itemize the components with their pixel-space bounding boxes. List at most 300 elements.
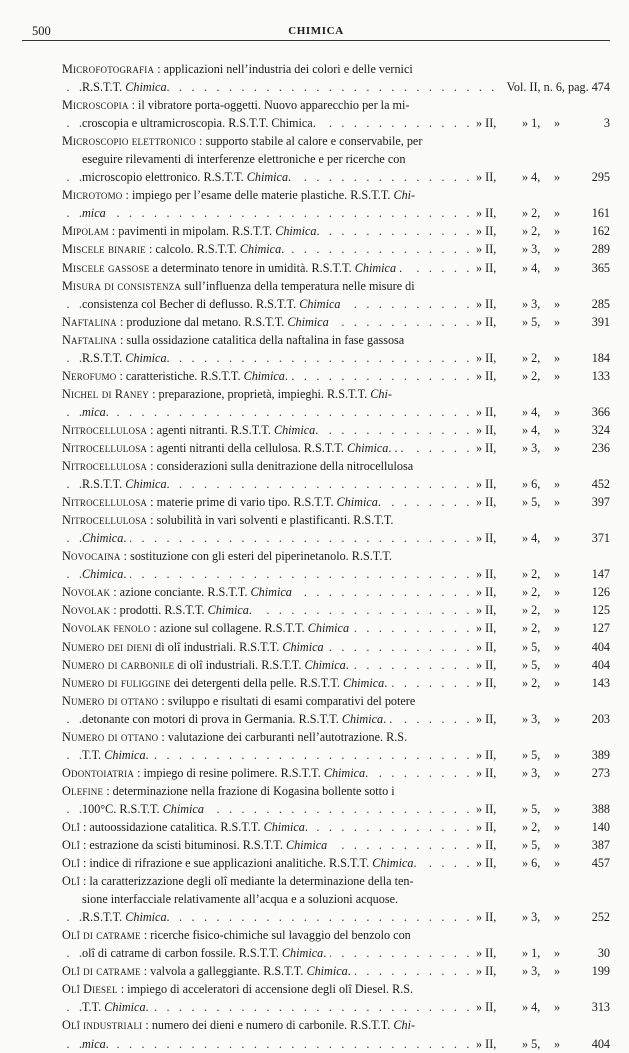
reference-part: 133 — [591, 368, 610, 383]
entry-term: Miscele gassose — [62, 260, 150, 275]
index-entry — [62, 619, 610, 637]
reference-part: 236 — [591, 440, 610, 455]
reference-part: » II, — [476, 350, 497, 365]
entry-line — [62, 998, 610, 1016]
entry-text: Miscele binarie : calcolo. R.S.T.T. Chimica. — [62, 242, 288, 256]
entry-line — [62, 277, 610, 295]
reference-part: » II, — [476, 946, 497, 961]
reference-part: » — [554, 350, 561, 365]
reference-part: » 3, — [522, 910, 541, 925]
entry-reference: Vol. II, n. 6, pag. 474 — [503, 78, 610, 96]
page-title: CHIMICA — [288, 25, 344, 37]
entry-line — [62, 908, 610, 926]
index-entry — [62, 872, 610, 926]
reference-part: » 2, — [522, 368, 541, 383]
entry-reference — [472, 259, 610, 277]
entry-text: Mipolam : pavimenti in mipolam. R.S.T.T. Chimica. — [62, 224, 324, 238]
entry-line — [62, 1035, 610, 1053]
entry-line — [62, 349, 610, 367]
entry-text: Olî di catrame : ricerche fisico-chimiche sul lavaggio del benzolo con — [62, 928, 415, 942]
reference-part: » II, — [476, 639, 497, 654]
entry-line — [62, 132, 610, 150]
entry-term: Novolak — [62, 603, 111, 618]
reference-part: » II, — [476, 819, 497, 834]
entry-text: T.T. Chimica. — [82, 1000, 153, 1014]
entry-line — [62, 674, 610, 692]
index-entry — [62, 132, 610, 186]
reference-part: » II, — [476, 747, 497, 762]
entry-line — [62, 601, 610, 619]
reference-part: » 5, — [522, 838, 541, 853]
entry-reference — [472, 836, 610, 854]
reference-part: » — [554, 477, 561, 492]
reference-part: 387 — [591, 838, 610, 853]
reference-part: » II, — [476, 1000, 497, 1015]
reference-part: » — [554, 296, 561, 311]
reference-part: » — [554, 675, 561, 690]
entry-text: Nitrocellulosa : solubilità in vari solventi e plastificanti. R.S.T.T. — [62, 513, 397, 527]
reference-part: » II, — [476, 1036, 497, 1051]
entry-text: sione interfacciale relativamente all’acqua e a soluzioni acquose. — [82, 892, 402, 906]
entry-term: Olî di catrame — [62, 964, 141, 979]
index-entry — [62, 656, 610, 674]
reference-part: » — [554, 765, 561, 780]
reference-part: » 5, — [522, 314, 541, 329]
reference-part: » 2, — [522, 567, 541, 582]
reference-part: » 2, — [522, 585, 541, 600]
entry-reference — [472, 998, 610, 1016]
reference-part: » — [554, 531, 561, 546]
reference-part: 125 — [591, 603, 610, 618]
entry-term: Numero dei dieni — [62, 639, 153, 654]
entry-reference — [472, 439, 610, 457]
entry-text: R.S.T.T. Chimica. — [82, 477, 174, 491]
index-entry — [62, 439, 610, 457]
reference-part: » — [554, 170, 561, 185]
entry-line — [62, 710, 610, 728]
entry-line — [62, 168, 610, 186]
entry-text: T.T. Chimica. — [82, 748, 153, 762]
entry-line — [62, 186, 610, 204]
entry-text: croscopia e ultramicroscopia. R.S.T.T. Chimica. — [82, 116, 320, 130]
index-entry — [62, 493, 610, 511]
entry-reference — [472, 222, 610, 240]
entry-term: Numero di ottano — [62, 693, 159, 708]
reference-part: 199 — [591, 964, 610, 979]
entry-line — [62, 457, 610, 475]
entry-text: detonante con motori di prova in Germania. R.S.T.T. Chimica. . — [82, 712, 396, 726]
entry-line — [62, 800, 610, 818]
entry-term: Olî — [62, 874, 80, 889]
entry-reference — [472, 565, 610, 583]
entry-line — [62, 529, 610, 547]
reference-part: » — [554, 657, 561, 672]
entry-term: Mipolam — [62, 224, 109, 239]
reference-part: » II, — [476, 170, 497, 185]
reference-part: » 3, — [522, 711, 541, 726]
reference-part: » — [554, 621, 561, 636]
reference-part: » — [554, 368, 561, 383]
entry-text: Nitrocellulosa : considerazioni sulla denitrazione della nitrocellulosa — [62, 459, 417, 473]
reference-part: » II, — [476, 477, 497, 492]
entry-term: Olî — [62, 856, 80, 871]
reference-part: » — [554, 206, 561, 221]
reference-part: » 4, — [522, 404, 541, 419]
index-entry — [62, 583, 610, 601]
entry-term: Novolak — [62, 585, 111, 600]
reference-part: 404 — [591, 657, 610, 672]
reference-part: » 5, — [522, 801, 541, 816]
index-entry — [62, 782, 610, 818]
reference-part: » 4, — [522, 422, 541, 437]
reference-part: » — [554, 964, 561, 979]
reference-part: » II, — [476, 404, 497, 419]
entry-line — [62, 836, 610, 854]
reference-part: » II, — [476, 296, 497, 311]
index-entry — [62, 926, 610, 962]
entry-text: Numero di fuliggine dei detergenti della pelle. R.S.T.T. Chimica. — [62, 676, 391, 690]
reference-part: 252 — [591, 910, 610, 925]
entry-text: Naftalina : produzione dal metano. R.S.T.T. Chimica — [62, 315, 333, 329]
entry-reference — [472, 313, 610, 331]
entry-text: Olî : indice di rifrazione e sue applicazioni analitiche. R.S.T.T. Chimica. — [62, 856, 421, 870]
entry-text: Nitrocellulosa : agenti nitranti. R.S.T.T. Chimica. — [62, 423, 322, 437]
reference-part: 397 — [591, 495, 610, 510]
entry-line — [62, 511, 610, 529]
entry-line — [62, 890, 610, 908]
index-entry — [62, 854, 610, 872]
reference-part: 127 — [591, 621, 610, 636]
entry-reference — [472, 349, 610, 367]
reference-part: » 4, — [522, 170, 541, 185]
reference-part: 285 — [591, 296, 610, 311]
reference-part: » 4, — [522, 260, 541, 275]
reference-part: » 2, — [522, 350, 541, 365]
entry-reference — [472, 746, 610, 764]
entry-line — [62, 656, 610, 674]
entry-reference — [472, 583, 610, 601]
index-entry — [62, 60, 610, 96]
entry-term: Nitrocellulosa — [62, 495, 148, 510]
entry-term: Naftalina — [62, 332, 117, 347]
entry-reference — [472, 710, 610, 728]
reference-part: » 6, — [522, 856, 541, 871]
reference-part: » II, — [476, 531, 497, 546]
entry-reference — [472, 204, 610, 222]
entry-text: R.S.T.T. Chimica. — [82, 910, 174, 924]
entry-reference — [472, 240, 610, 258]
reference-part: » — [554, 567, 561, 582]
entry-reference — [472, 656, 610, 674]
entry-line — [62, 926, 610, 944]
entry-line — [62, 240, 610, 258]
entry-reference — [472, 1035, 610, 1053]
reference-part: » II, — [476, 856, 497, 871]
index-entry — [62, 547, 610, 583]
entry-term: Nichel di Raney — [62, 386, 150, 401]
reference-part: » 5, — [522, 747, 541, 762]
reference-part: » — [554, 422, 561, 437]
entry-reference — [472, 818, 610, 836]
entry-reference — [472, 854, 610, 872]
reference-part: » II, — [476, 495, 497, 510]
entry-line — [62, 60, 610, 78]
entry-text: Numero di ottano : sviluppo e risultati di esami comparativi del potere — [62, 694, 419, 708]
entry-text: Chimica. — [82, 567, 130, 581]
reference-part: 143 — [591, 675, 610, 690]
reference-part: » II, — [476, 964, 497, 979]
reference-part: 388 — [591, 801, 610, 816]
index-entry — [62, 385, 610, 421]
reference-part: » 1, — [522, 946, 541, 961]
entry-reference — [472, 421, 610, 439]
entry-term: Microscopio elettronico — [62, 134, 196, 149]
entry-text: Microscopia : il vibratore porta-oggetti. Nuovo apparecchio per la mi- — [62, 98, 413, 112]
entry-line — [62, 583, 610, 601]
reference-part: 366 — [591, 404, 610, 419]
entry-line — [62, 962, 610, 980]
entry-text: mica. — [82, 1037, 113, 1051]
reference-part: » 3, — [522, 440, 541, 455]
reference-part: » II, — [476, 765, 497, 780]
reference-part: » — [554, 603, 561, 618]
index-entry — [62, 421, 610, 439]
entry-line — [62, 403, 610, 421]
entry-line — [62, 980, 610, 998]
entry-reference — [472, 475, 610, 493]
reference-part: » 3, — [522, 964, 541, 979]
reference-part: » II, — [476, 206, 497, 221]
entry-line — [62, 331, 610, 349]
entry-line — [62, 150, 610, 168]
index-entry — [62, 186, 610, 222]
entry-term: Olefine — [62, 783, 104, 798]
reference-part: 313 — [591, 1000, 610, 1015]
entry-term: Numero di ottano — [62, 729, 159, 744]
reference-part: » 3, — [522, 242, 541, 257]
entry-reference — [472, 493, 610, 511]
reference-part: » II, — [476, 260, 497, 275]
entry-term: Microtomo — [62, 188, 123, 203]
index-entry — [62, 962, 610, 980]
reference-part: 295 — [591, 170, 610, 185]
reference-part: 126 — [591, 585, 610, 600]
entry-text: Olî : autoossidazione catalitica. R.S.T.T. Chimica. — [62, 820, 312, 834]
entry-line — [62, 728, 610, 746]
reference-part: » 2, — [522, 603, 541, 618]
index-entries — [62, 60, 610, 1053]
reference-part: » II, — [476, 801, 497, 816]
entry-text: olî di catrame di carbon fossile. R.S.T.T. Chimica. — [82, 946, 330, 960]
entry-term: Olî industriali — [62, 1018, 143, 1033]
entry-text: R.S.T.T. Chimica. — [82, 80, 174, 94]
entry-line — [62, 547, 610, 565]
entry-text: Novocaina : sostituzione con gli esteri del piperinetanolo. R.S.T.T. — [62, 549, 396, 563]
entry-text: eseguire rilevamenti di interferenze elettroniche e per ricerche con — [82, 152, 409, 166]
reference-part: » II, — [476, 567, 497, 582]
entry-text: 100°C. R.S.T.T. Chimica — [82, 802, 208, 816]
reference-part: » 5, — [522, 657, 541, 672]
index-entry — [62, 457, 610, 493]
index-entry — [62, 638, 610, 656]
entry-line — [62, 259, 610, 277]
reference-part: » — [554, 946, 561, 961]
entry-text: Naftalina : sulla ossidazione catalitica della naftalina in fase gassosa — [62, 333, 408, 347]
entry-term: Nitrocellulosa — [62, 440, 148, 455]
entry-reference — [472, 638, 610, 656]
reference-part: » 2, — [522, 206, 541, 221]
reference-part: » II, — [476, 675, 497, 690]
entry-text: Odontoiatria : impiego di resine polimere. R.S.T.T. Chimica. — [62, 766, 372, 780]
reference-part: » II, — [476, 368, 497, 383]
entry-line — [62, 222, 610, 240]
entry-term: Misura di consistenza — [62, 278, 182, 293]
entry-line — [62, 692, 610, 710]
entry-text: mica. — [82, 405, 113, 419]
entry-text: Nerofumo : caratteristiche. R.S.T.T. Chimica. — [62, 369, 292, 383]
reference-part: » — [554, 314, 561, 329]
reference-part: » II, — [476, 314, 497, 329]
entry-line — [62, 421, 610, 439]
entry-text: Nitrocellulosa : materie prime di vario tipo. R.S.T.T. Chimica. — [62, 495, 385, 509]
entry-text: microscopio elettronico. R.S.T.T. Chimica. — [82, 170, 295, 184]
entry-line — [62, 78, 610, 96]
entry-line — [62, 367, 610, 385]
entry-term: Numero di fuliggine — [62, 675, 171, 690]
reference-part: » — [554, 116, 561, 131]
reference-part: » 3, — [522, 765, 541, 780]
entry-term: Naftalina — [62, 314, 117, 329]
entry-term: Nerofumo — [62, 368, 117, 383]
reference-part: » 4, — [522, 531, 541, 546]
entry-reference — [472, 295, 610, 313]
entry-reference — [472, 764, 610, 782]
entry-text: Microtomo : impiego per l’esame delle materie plastiche. R.S.T.T. Chi- — [62, 188, 419, 202]
entry-text: Olefine : determinazione nella frazione di Kogasina bollente sotto i — [62, 784, 399, 798]
reference-part: » — [554, 1036, 561, 1051]
entry-text: consistenza col Becher di deflusso. R.S.T.T. Chimica — [82, 297, 345, 311]
index-entry — [62, 240, 610, 258]
reference-part: » — [554, 495, 561, 510]
entry-reference — [472, 114, 610, 132]
reference-part: » — [554, 856, 561, 871]
entry-text: Misura di consistenza sull’influenza della temperatura nelle misure di — [62, 279, 419, 293]
entry-reference — [472, 529, 610, 547]
reference-part: 289 — [591, 242, 610, 257]
reference-part: » — [554, 260, 561, 275]
entry-line — [62, 818, 610, 836]
entry-reference — [472, 168, 610, 186]
entry-term: Microfotografia — [62, 62, 155, 76]
index-entry — [62, 367, 610, 385]
entry-text: Novolak : prodotti. R.S.T.T. Chimica. — [62, 603, 256, 617]
reference-part: » — [554, 404, 561, 419]
reference-part: 162 — [591, 224, 610, 239]
entry-line — [62, 493, 610, 511]
reference-part: 140 — [591, 819, 610, 834]
reference-part: » II, — [476, 422, 497, 437]
index-entry — [62, 692, 610, 728]
reference-part: » II, — [476, 440, 497, 455]
entry-term: Olî — [62, 838, 80, 853]
entry-text: Olî : la caratterizzazione degli olî mediante la determinazione della ten- — [62, 874, 418, 888]
entry-line — [62, 96, 610, 114]
entry-term: Olî di catrame — [62, 928, 141, 943]
index-entry — [62, 601, 610, 619]
page-number: 500 — [32, 24, 51, 38]
entry-line — [62, 385, 610, 403]
reference-part: » 6, — [522, 477, 541, 492]
reference-part: 371 — [591, 531, 610, 546]
reference-part: » — [554, 801, 561, 816]
index-entry — [62, 222, 610, 240]
entry-reference — [472, 674, 610, 692]
entry-line — [62, 439, 610, 457]
index-entry — [62, 331, 610, 367]
entry-reference — [472, 403, 610, 421]
reference-part: » II, — [476, 224, 497, 239]
reference-part: » 5, — [522, 1036, 541, 1051]
entry-text: Novolak fenolo : azione sul collagene. R.S.T.T. Chimica — [62, 621, 353, 635]
reference-part: » II, — [476, 585, 497, 600]
entry-text: Nitrocellulosa : agenti nitranti della cellulosa. R.S.T.T. Chimica. . . — [62, 441, 408, 455]
entry-reference — [472, 908, 610, 926]
entry-line — [62, 295, 610, 313]
reference-part: » II, — [476, 603, 497, 618]
reference-part: 391 — [591, 314, 610, 329]
entry-line — [62, 782, 610, 800]
index-entry — [62, 511, 610, 547]
entry-text: Olî industriali : numero dei dieni e numero di carbonile. R.S.T.T. Chi- — [62, 1018, 419, 1032]
entry-term: Miscele binarie — [62, 242, 146, 257]
entry-text: R.S.T.T. Chimica. — [82, 351, 174, 365]
reference-part: 365 — [591, 260, 610, 275]
reference-part: » — [554, 440, 561, 455]
entry-term: Novocaina — [62, 549, 121, 564]
reference-part: » II, — [476, 838, 497, 853]
reference-part: 147 — [591, 567, 610, 582]
reference-part: 404 — [591, 639, 610, 654]
entry-reference — [472, 962, 610, 980]
entry-term: Nitrocellulosa — [62, 459, 148, 474]
reference-part: 457 — [591, 856, 610, 871]
entry-term: Olî Diesel — [62, 982, 118, 997]
entry-text: Numero di ottano : valutazione dei carburanti nell’autotrazione. R.S. — [62, 730, 411, 744]
entry-reference — [472, 367, 610, 385]
reference-part: 161 — [591, 206, 610, 221]
reference-part: 273 — [591, 765, 610, 780]
entry-line — [62, 475, 610, 493]
reference-part: 324 — [591, 422, 610, 437]
entry-term: Novolak fenolo — [62, 621, 151, 636]
index-entry — [62, 1016, 610, 1052]
entry-term: Numero di carbonile — [62, 657, 175, 672]
reference-part: » — [554, 711, 561, 726]
index-entry — [62, 980, 610, 1016]
entry-text: Chimica. — [82, 531, 130, 545]
entry-line — [62, 114, 610, 132]
entry-line — [62, 619, 610, 637]
entry-term: Odontoiatria — [62, 765, 135, 780]
entry-reference — [472, 800, 610, 818]
index-entry — [62, 259, 610, 277]
entry-line — [62, 204, 610, 222]
entry-term: Nitrocellulosa — [62, 422, 148, 437]
reference-part: » 2, — [522, 621, 541, 636]
entry-reference — [472, 619, 610, 637]
entry-term: Microscopia — [62, 98, 129, 113]
reference-part: » — [554, 838, 561, 853]
